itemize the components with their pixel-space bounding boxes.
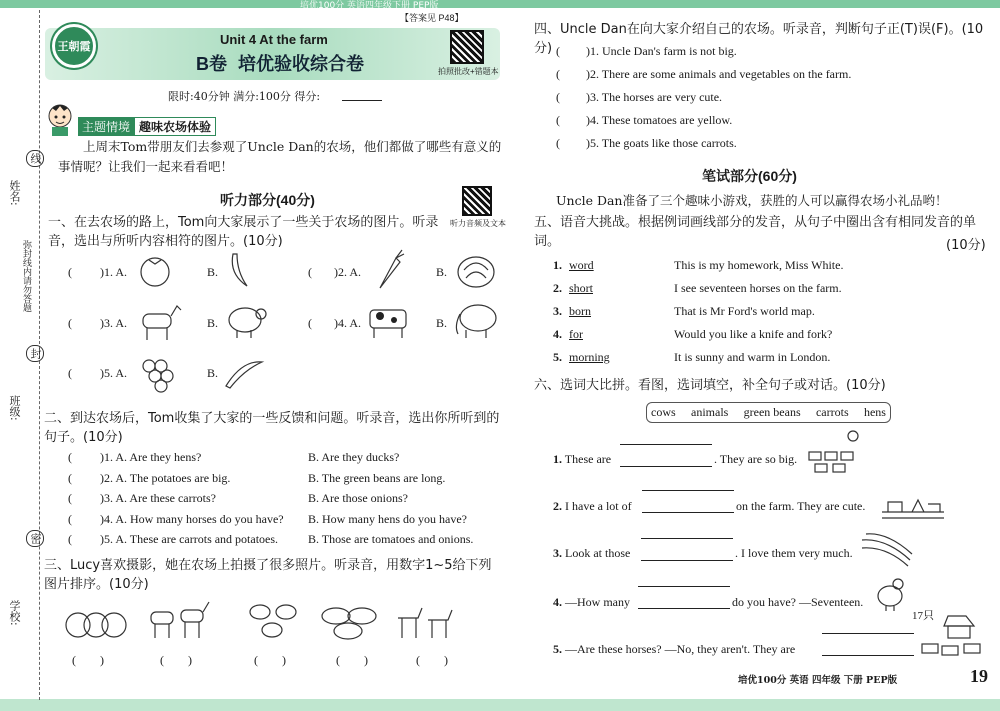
q1-title: 一、在去农场的路上，Tom向大家展示了一些关于农场的图片。听录音，选出与所听内容相符的图片。(10分) (48, 215, 439, 249)
q6-item-2-tail: on the farm. They are cute. (736, 499, 866, 513)
count-label: 17只 (912, 610, 934, 622)
top-strip-text: 培优100分 英语四年级下册 PEP版 (300, 1, 439, 11)
name-label: 姓名: (8, 180, 21, 206)
q2-row[interactable]: ( )2. A. The potatoes are big. B. The green beans are long. (68, 470, 446, 485)
listening-section-title: 听力部分(40分) (220, 192, 315, 208)
green-beans-icon (222, 356, 266, 390)
theme-title: 趣味农场体验 (134, 117, 216, 136)
q2-row[interactable]: ( )4. A. How many horses do you have? B. How many hens do you have? (68, 511, 467, 526)
listening-qr-icon[interactable] (462, 186, 492, 216)
grapes-icon (135, 352, 179, 394)
q6-blank-4b[interactable] (638, 608, 730, 609)
q1-item-5: )5. A. (100, 366, 127, 380)
photo-tomatoes-icon (62, 603, 130, 643)
word-bank-item: animals (691, 405, 729, 419)
q1-item-4-paren[interactable]: ( (308, 316, 312, 330)
score-blank[interactable] (342, 100, 382, 101)
tomato-icon (135, 252, 175, 288)
qr-caption: 拍照批改+错题本 (438, 67, 499, 76)
q5-row[interactable]: 1. word This is my homework, Miss White. (553, 258, 844, 272)
top-strip (0, 0, 1000, 8)
q1-item-3-paren[interactable]: ( (68, 316, 72, 330)
q6-blank-4a[interactable] (638, 586, 730, 587)
boy-avatar-icon (44, 100, 76, 136)
q6-blank-2a[interactable] (642, 490, 734, 491)
qr-code-icon[interactable] (450, 30, 484, 64)
q4-row[interactable]: ( )3. The horses are very cute. (556, 90, 723, 104)
time-score-info: 限时:40分钟 满分:100分 得分: (168, 90, 321, 103)
q4-row[interactable]: ( )5. The goats like those carrots. (556, 136, 737, 150)
q3-blank-1[interactable]: ( ) (72, 653, 104, 667)
seal-mark-2: 封 (26, 345, 44, 362)
seal-mark-1: 线 (26, 150, 44, 167)
q5-row[interactable]: 5. morning It is sunny and warm in London. (553, 350, 831, 364)
q1-item-2-paren[interactable]: ( (308, 265, 312, 279)
q5-list (553, 258, 983, 373)
cow-icon (362, 300, 418, 340)
cows-picture-icon (805, 428, 865, 474)
school-label: 学校: (8, 600, 21, 626)
q4-row[interactable]: ( )4. These tomatoes are yellow. (556, 113, 733, 127)
q1-item-3-b: B. (207, 316, 219, 330)
sheep-icon (225, 300, 269, 340)
q1-item-2: )2. A. (334, 265, 361, 279)
q6-item-2: 2. I have a lot of (553, 499, 632, 513)
word-bank-item: green beans (743, 405, 801, 419)
photo-potatoes-icon (318, 604, 384, 640)
footer-info: 培优100分 英语 四年级 下册 PEP版 (738, 675, 898, 686)
goat-icon (135, 300, 185, 342)
q2-title: 二、到达农场后，Tom收集了大家的一些反馈和问题。听录音，选出你所听到的句子。(10分) (44, 411, 500, 445)
q6-item-4: 4. —How many (553, 595, 630, 609)
q6-blank-1b[interactable] (620, 466, 712, 467)
q3-title: 三、Lucy喜欢摄影，她在农场上拍摄了很多照片。听录音，用数字1~5给下列图片排序。(10分) (44, 558, 492, 592)
q6-blank-5b[interactable] (822, 655, 914, 656)
q1-item-1: )1. A. (100, 265, 127, 279)
q1-item-1-paren[interactable]: ( (68, 265, 72, 279)
q5-score: (10分) (946, 238, 986, 253)
q6-blank-2b[interactable] (642, 512, 734, 513)
farm-animals-icon (878, 482, 948, 524)
answer-reference: 【答案见 P48】 (400, 13, 464, 23)
q4-row[interactable]: ( )1. Uncle Dan's farm is not big. (556, 44, 737, 58)
q2-row[interactable]: ( )3. A. Are these carrots? B. Are those onions? (68, 491, 408, 505)
theme-tag: 主题情境 (78, 117, 134, 136)
q6-item-1: 1. These are (553, 452, 612, 466)
photo-sheep-icon (244, 598, 304, 644)
photo-horses-icon (392, 600, 458, 644)
photo-goats-icon (145, 598, 213, 644)
q2-list (68, 450, 508, 553)
q3-blank-3[interactable]: ( ) (254, 653, 286, 667)
q4-title: 四、Uncle Dan在向大家介绍自己的农场。听录音，判断句子正(T)误(F)。(10分) (534, 22, 984, 56)
q1-item-4: )4. A. (334, 316, 361, 330)
q4-list (556, 44, 976, 159)
word-bank-item: cows (651, 405, 676, 419)
q1-item-4-b: B. (436, 316, 448, 330)
bottom-strip (0, 699, 1000, 711)
q5-row[interactable]: 3. born That is Mr Ford's world map. (553, 304, 815, 318)
q6-item-3: 3. Look at those (553, 546, 631, 560)
hen-icon (874, 576, 908, 612)
word-bank (646, 402, 891, 423)
q6-item-4-tail: do you have? —Seventeen. (732, 595, 864, 609)
seal-mark-3: 密 (26, 530, 44, 547)
listening-qr-caption: 听力音频及文本 (450, 219, 506, 228)
q1-item-5-paren[interactable]: ( (68, 366, 72, 380)
brand-logo: 王朝霞 (52, 24, 96, 68)
word-bank-item: carrots (815, 405, 849, 419)
q6-item-1-tail: . They are so big. (714, 452, 798, 466)
q1-item-1-b: B. (207, 265, 219, 279)
q6-blank-3a[interactable] (641, 538, 733, 539)
writing-section-title: 笔试部分(60分) (702, 168, 797, 184)
q4-row[interactable]: ( )2. There are some animals and vegetables on the farm. (556, 67, 852, 81)
q1-item-5-b: B. (207, 366, 219, 380)
paper-title: 培优验收综合卷 (238, 54, 364, 74)
q3-blank-2[interactable]: ( ) (160, 653, 192, 667)
q5-title: 五、语音大挑战。根据例词画线部分的发音，从句子中圈出含有相同发音的单词。 (534, 215, 977, 249)
q6-item-5: 5. —Are these horses? —No, they aren't. They are (553, 642, 796, 656)
unit-title: Unit 4 At the farm (220, 32, 328, 47)
paper-label: B卷 (196, 54, 227, 74)
q6-title: 六、选词大比拼。看图，选词填空，补全句子或对话。(10分) (534, 378, 886, 393)
carrot-icon (372, 248, 406, 292)
q2-row[interactable]: ( )1. A. Are they hens? B. Are they ducks? (68, 450, 400, 464)
theme-intro: 上周末Tom带朋友们去参观了Uncle Dan的农场，他们都做了哪些有意义的事情呢？让我们一起来看看吧！ (58, 139, 502, 174)
q3-blank-5[interactable]: ( ) (416, 653, 448, 667)
q1-item-3: )3. A. (100, 316, 127, 330)
q5-row[interactable]: 2. short I see seventeen horses on the farm. (553, 281, 842, 295)
q3-blank-4[interactable]: ( ) (336, 653, 368, 667)
q1-item-2-b: B. (436, 265, 448, 279)
q5-row[interactable]: 4. for Would you like a knife and fork? (553, 327, 833, 341)
page-number: 19 (970, 666, 988, 686)
green-beans-picture-icon (858, 530, 914, 570)
q6-item-3-tail: . I love them very much. (735, 546, 853, 560)
q6-blank-3b[interactable] (641, 560, 733, 561)
cows-farm-picture-icon (918, 612, 988, 664)
word-bank-item: hens (863, 405, 886, 419)
q6-blank-1a[interactable] (620, 444, 712, 445)
elephant-icon (450, 298, 502, 340)
writing-intro: Uncle Dan准备了三个趣味小游戏，获胜的人可以赢得农场小礼品哟！ (556, 193, 948, 208)
q6-blank-5a[interactable] (822, 633, 914, 634)
cabbage-icon (454, 250, 498, 290)
class-label: 班级: (8, 395, 21, 421)
q2-row[interactable]: ( )5. A. These are carrots and potatoes. B. Those are tomatoes and onions. (68, 532, 474, 546)
banana-icon (225, 250, 255, 290)
seal-note: 弥封线内请勿答题 (21, 240, 31, 312)
